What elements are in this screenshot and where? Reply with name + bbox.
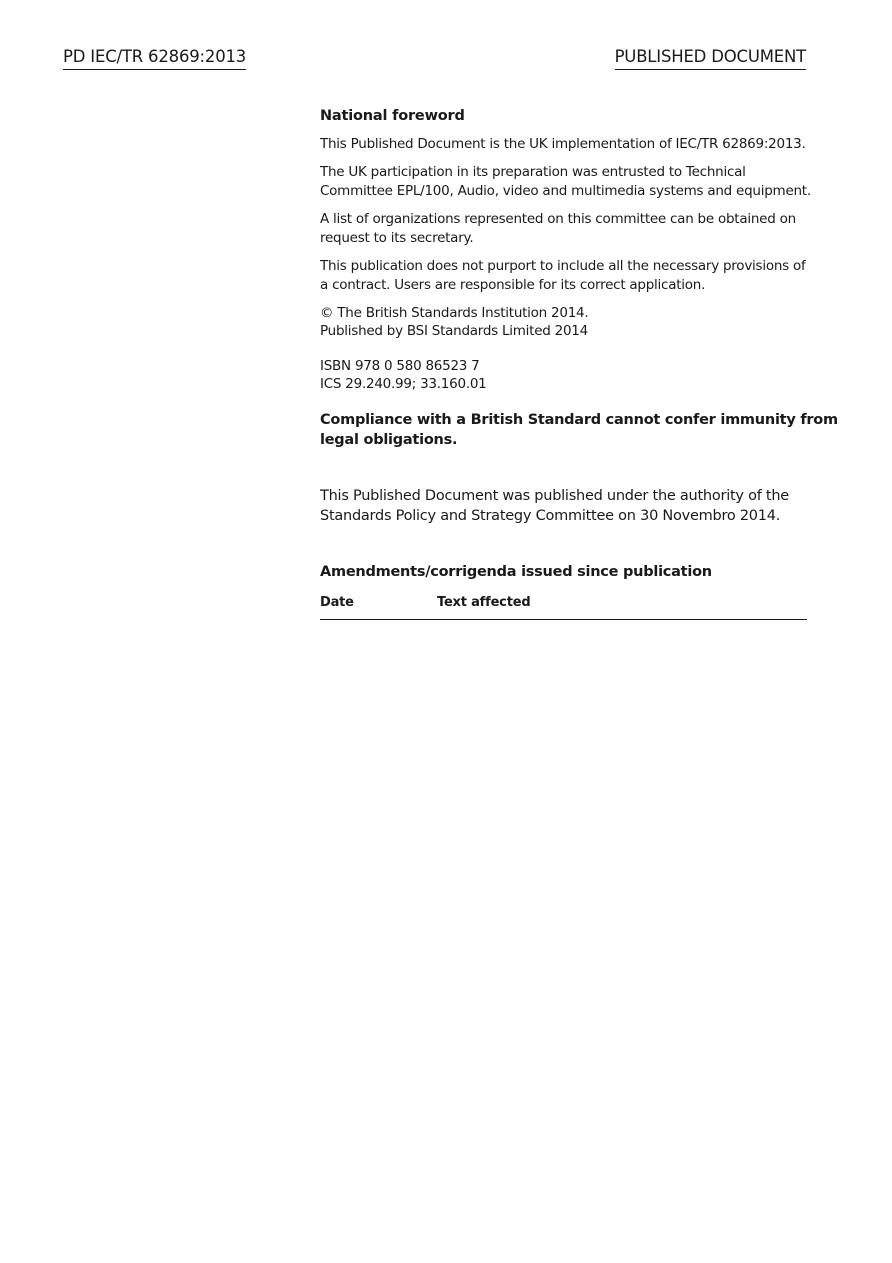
foreword-paragraph-2 — [320, 163, 811, 201]
foreword-paragraph-3 — [320, 210, 807, 248]
compliance-line: Compliance with a British Standard cannot confer immunity from — [320, 412, 838, 428]
amendments-table-header — [320, 594, 807, 620]
paragraph-line: This Published Document is the UK implementation of IEC/TR 62869:2013. — [320, 136, 806, 152]
compliance-line: legal obligations. — [320, 432, 458, 448]
national-foreword-section — [320, 107, 838, 620]
paragraph-line: a contract. Users are responsible for its correct application. — [320, 277, 706, 293]
ics-code: ICS 29.240.99; 33.160.01 — [320, 376, 487, 392]
paragraph-line: The UK participation in its preparation was entrusted to Technical — [320, 164, 746, 180]
authority-line: Standards Policy and Strategy Committee on 30 Novembro 2014. — [320, 508, 781, 524]
column-header-date: Date — [320, 595, 354, 610]
copyright-line: © The British Standards Institution 2014. — [320, 305, 589, 321]
foreword-title: National foreword — [320, 108, 465, 124]
publisher-line: Published by BSI Standards Limited 2014 — [320, 323, 588, 339]
compliance-statement — [320, 410, 838, 450]
paragraph-line: Committee EPL/100, Audio, video and multimedia systems and equipment. — [320, 183, 811, 199]
paragraph-line: A list of organizations represented on this committee can be obtained on — [320, 211, 796, 227]
paragraph-line: request to its secretary. — [320, 230, 474, 246]
authority-statement — [320, 486, 807, 526]
classification-block — [320, 357, 807, 393]
paragraph-line: This publication does not purport to include all the necessary provisions of — [320, 258, 806, 274]
column-header-text-affected: Text affected — [437, 595, 531, 610]
foreword-paragraph-4 — [320, 257, 807, 295]
document-id-header: PD IEC/TR 62869:2013 — [63, 47, 246, 70]
copyright-notice — [320, 304, 807, 340]
isbn-number: ISBN 978 0 580 86523 7 — [320, 358, 480, 374]
document-type-header: PUBLISHED DOCUMENT — [615, 47, 806, 70]
amendments-title: Amendments/corrigenda issued since publication — [320, 564, 712, 580]
authority-line: This Published Document was published under the authority of the — [320, 488, 789, 504]
foreword-paragraph-1 — [320, 135, 807, 154]
